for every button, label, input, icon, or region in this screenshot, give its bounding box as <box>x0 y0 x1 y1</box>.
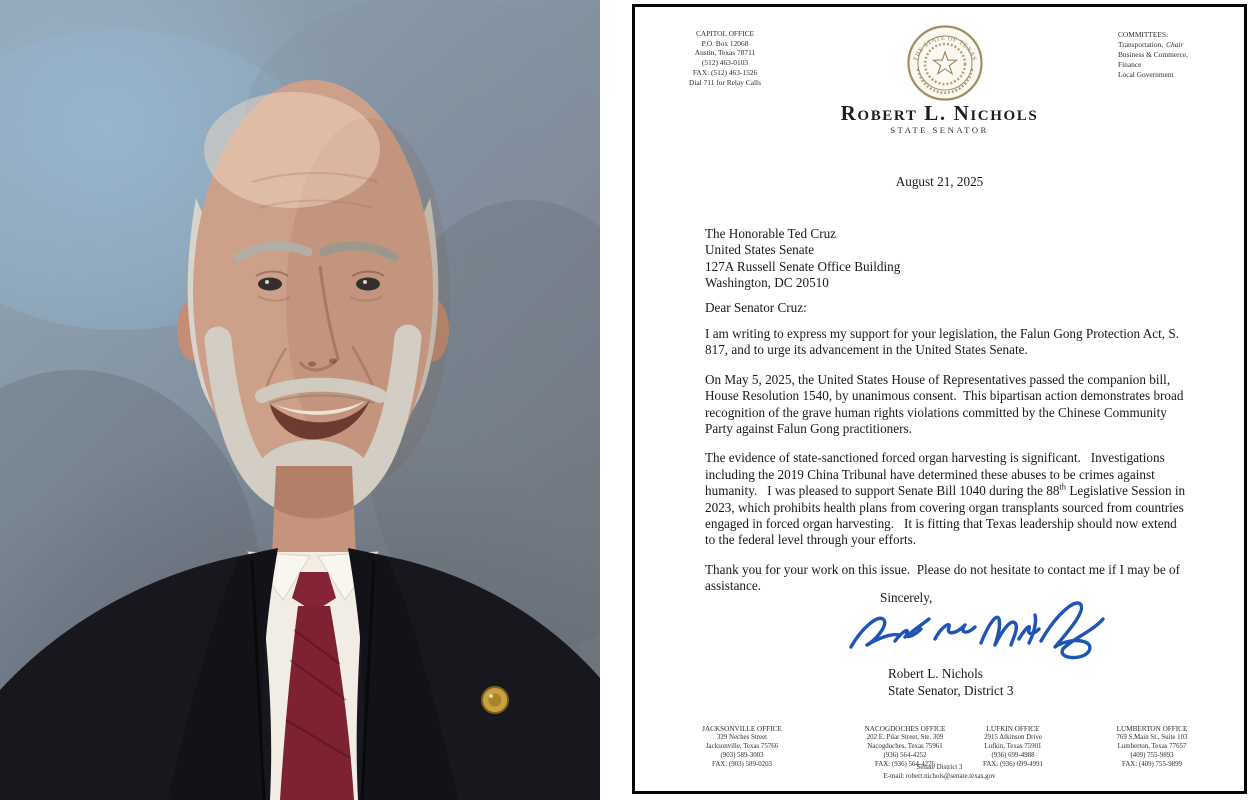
capitol-office-line: P.O. Box 12068 <box>701 38 749 48</box>
office-line: 769 S.Main St., Suite 103 <box>1116 733 1188 741</box>
committee-item: Transportation, Chair <box>1118 39 1184 49</box>
letter-page <box>632 4 1247 794</box>
capitol-office-line: CAPITOL OFFICE <box>695 29 755 38</box>
capitol-office-line: FAX: (512) 463-1526 <box>692 67 758 77</box>
office-line: (936) 564-4252 <box>883 751 927 759</box>
office-line: (936) 699-4988 <box>991 751 1035 759</box>
paragraph-3: The evidence of state-sanctioned forced organ harvesting is significant. Investigations including the 2019 China Tribunal have determined these abuses to be crimes against humanity. I was pleased to support Senate Bill 1040 during the 88th Legislative Session in 2023, which prohibits health plans from covering organ transplants sourced from countries engaged in forced organ harvesting. It is fitting that Texas leadership should now extend to the federal level through your efforts. <box>705 450 1189 548</box>
office-line: Nacogdoches, Texas 75961 <box>867 742 943 750</box>
signature-image <box>843 593 1128 665</box>
email-line: E-mail: robert.nichols@senate.texas.gov <box>883 772 996 780</box>
committees-block <box>1118 30 1243 80</box>
office-line: FAX: (936) 564-4276 <box>875 760 935 768</box>
district-label: Senate District 3 <box>916 764 963 771</box>
senator-title-heading: STATE SENATOR <box>890 125 989 135</box>
salutation: Dear Senator Cruz: <box>705 300 807 315</box>
signature-block <box>888 665 1013 699</box>
office-line: Jacksonville, Texas 75766 <box>705 742 779 750</box>
office-name: NACOGDOCHES OFFICE <box>864 725 946 733</box>
capitol-office-block <box>665 29 785 87</box>
office-line: 2915 Atkinson Drive <box>984 733 1042 741</box>
committee-item: Business & Commerce, <box>1118 49 1188 59</box>
office-line: 329 Neches Street <box>716 733 768 741</box>
capitol-office-line: Dial 711 for Relay Calls <box>689 77 761 87</box>
paragraph-1: I am writing to express my support for your legislation, the Falun Gong Protection Act, S. 817, and to urge its advancement in the United States Senate. <box>705 326 1183 358</box>
footer-office-lumberton <box>1077 725 1227 770</box>
portrait-illustration <box>0 0 600 800</box>
footer-district-block <box>635 764 1244 782</box>
closing: Sincerely, <box>880 590 933 605</box>
footer-office-lufkin <box>938 725 1088 770</box>
capitol-office-line: (512) 463-0103 <box>701 58 749 68</box>
office-name: LUMBERTON OFFICE <box>1116 725 1188 733</box>
letter-body <box>705 326 1189 608</box>
senator-portrait-photo <box>0 0 600 800</box>
texas-state-seal-icon <box>905 23 985 103</box>
recipient-line: 127A Russell Senate Office Building <box>705 258 901 274</box>
paragraph-2: On May 5, 2025, the United States House of Representatives passed the companion bill, House Resolution 1540, by unanimous consent. This bipartisan action demonstrates broad recognition of the grave human rights violations committed by the Chinese Community Party against Falun Gong practitioners. <box>705 371 1187 437</box>
ordinal-superscript: th <box>1059 481 1067 492</box>
letter-date: August 21, 2025 <box>895 174 984 189</box>
senator-name-heading: Robert L. Nichols <box>840 101 1039 125</box>
recipient-line: United States Senate <box>705 242 815 258</box>
office-line: (409) 755-9893 <box>1130 751 1174 759</box>
signer-name: Robert L. Nichols <box>888 666 983 681</box>
office-line: Lumberton, Texas 77657 <box>1117 742 1187 750</box>
recipient-line: Washington, DC 20510 <box>705 275 829 291</box>
committee-item: Local Government <box>1118 69 1174 79</box>
office-line: Lufkin, Texas 75901 <box>984 742 1042 750</box>
capitol-office-line: Austin, Texas 78711 <box>694 48 756 58</box>
office-line: FAX: (903) 589-0203 <box>712 760 772 768</box>
lapel-pin-icon <box>482 687 508 713</box>
office-line: FAX: (936) 699-4991 <box>983 760 1043 768</box>
seal-text: THE STATE OF TEXAS <box>912 34 978 62</box>
office-name: LUFKIN OFFICE <box>986 725 1040 733</box>
office-line: 202 E. Pilar Street, Ste. 309 <box>866 733 944 741</box>
committees-heading: COMMITTEES: <box>1118 30 1169 39</box>
office-name: JACKSONVILLE OFFICE <box>702 725 782 733</box>
recipient-line: The Honorable Ted Cruz <box>705 226 837 241</box>
signer-title: State Senator, District 3 <box>888 683 1014 698</box>
committee-item: Finance <box>1118 59 1142 69</box>
recipient-address-block <box>705 226 900 292</box>
office-line: FAX: (409) 755-9899 <box>1122 760 1182 768</box>
footer-office-jacksonville <box>667 725 817 770</box>
paragraph-4: Thank you for your work on this issue. Please do not hesitate to contact me if I may be of assistance. <box>705 561 1184 594</box>
office-line: (903) 589-3003 <box>720 751 764 759</box>
committee-chair-label: Chair <box>1166 39 1184 49</box>
